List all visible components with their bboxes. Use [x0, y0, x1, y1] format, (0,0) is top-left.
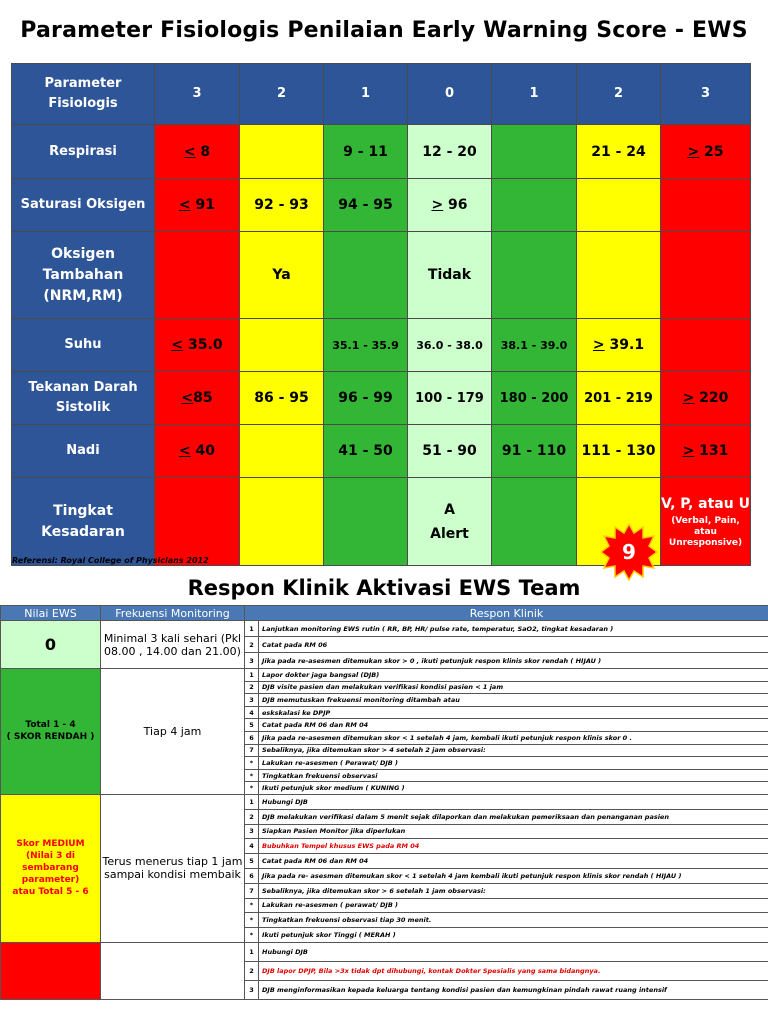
respon-item-text: eskskalasi ke DPJP	[259, 706, 768, 719]
respon-item-text: Tingkatkan frekuensi observasi tiap 30 menit.	[259, 913, 768, 928]
cell	[240, 425, 324, 478]
cell: > 96	[408, 179, 492, 232]
respon-item-text: Tingkatkan frekuensi observasi	[259, 769, 768, 782]
item-number: 6	[245, 868, 259, 883]
respon-item-text: DJB lapor DPJP, Bila >3x tidak dpt dihubungi, kontak Dokter Spesialis yang sama bidangnya.	[259, 961, 768, 980]
cell: 9 - 11	[324, 125, 408, 179]
respon-item-text: Hubungi DJB	[259, 942, 768, 961]
item-number: 4	[245, 706, 259, 719]
cell: 94 - 95	[324, 179, 408, 232]
item-number: 3	[245, 824, 259, 839]
cell: 38.1 - 39.0	[492, 319, 577, 372]
respon-item-text: Jika pada re-asesmen ditemukan skor < 1 setelah 4 jam, kembali ikuti petunjuk respon klinis skor 0 .	[259, 731, 768, 744]
item-number: 3	[245, 653, 259, 669]
header-score: 2	[240, 64, 324, 125]
cell	[577, 232, 661, 319]
item-number: 3	[245, 980, 259, 999]
score-badge	[600, 523, 658, 581]
cell: 201 - 219	[577, 372, 661, 425]
respon-item-text: DJB melakukan verifikasi dalam 5 menit sejak dilaporkan dan melakukan pemeriksaan dan penanganan pasien	[259, 809, 768, 824]
cell	[492, 232, 577, 319]
cell	[492, 478, 577, 566]
reference-note: Referensi: Royal College of Physicians 2012	[12, 556, 209, 565]
row-label: Oksigen Tambahan (NRM,RM)	[12, 232, 155, 319]
respon-item-text: Jika pada re- asesmen ditemukan skor < 1 setelah 4 jam kembali ikuti petunjuk respon klinis skor rendah ( HIJAU )	[259, 868, 768, 883]
frekuensi-cell	[101, 942, 245, 999]
cell: < 8	[155, 125, 240, 179]
cell: 41 - 50	[324, 425, 408, 478]
respon-item-text: Lakukan re-asesmen ( Perawat/ DJB )	[259, 757, 768, 770]
cell: 180 - 200	[492, 372, 577, 425]
nilai-ews-cell	[1, 942, 101, 999]
item-number: 2	[245, 681, 259, 694]
nilai-ews-cell: Total 1 - 4 ( SKOR RENDAH )	[1, 669, 101, 795]
header-param: Parameter Fisiologis	[12, 64, 155, 125]
respon-row	[1, 794, 768, 809]
cell	[492, 179, 577, 232]
cell: 92 - 93	[240, 179, 324, 232]
respon-item-text: Lakukan re-asesmen ( perawat/ DJB )	[259, 898, 768, 913]
header-score: 2	[577, 64, 661, 125]
row-oksigen	[12, 232, 751, 319]
respon-item-text: Sebaliknya, jika ditemukan skor > 6 setelah 1 jam observasi:	[259, 883, 768, 898]
item-number: *	[245, 913, 259, 928]
cell	[240, 319, 324, 372]
ews-header-row	[12, 64, 751, 125]
respon-item-text: Catat pada RM 06 dan RM 04	[259, 719, 768, 732]
respon-row	[1, 942, 768, 961]
frekuensi-cell: Tiap 4 jam	[101, 669, 245, 795]
respon-row	[1, 669, 768, 682]
cell	[577, 179, 661, 232]
cell	[661, 179, 751, 232]
item-number: 6	[245, 731, 259, 744]
item-number: 4	[245, 839, 259, 854]
row-suhu	[12, 319, 751, 372]
row-saturasi	[12, 179, 751, 232]
header-nilai: Nilai EWS	[1, 606, 101, 621]
cell: V, P, atau U (Verbal, Pain, atau Unresponsive)	[661, 478, 751, 566]
respon-item-text: Ikuti petunjuk skor Tinggi ( MERAH )	[259, 928, 768, 943]
cell: < 35.0	[155, 319, 240, 372]
nilai-ews-cell: 0	[1, 621, 101, 669]
cell: 35.1 - 35.9	[324, 319, 408, 372]
header-frekuensi: Frekuensi Monitoring	[101, 606, 245, 621]
item-number: 3	[245, 694, 259, 707]
page-title: Parameter Fisiologis Penilaian Early Warning Score - EWS	[20, 18, 748, 43]
cell: Tidak	[408, 232, 492, 319]
cell	[155, 478, 240, 566]
row-nadi	[12, 425, 751, 478]
item-number: 2	[245, 961, 259, 980]
respon-item-text: Bubuhkan Tempel khusus EWS pada RM 04	[259, 839, 768, 854]
respon-item-text: Jika pada re-asesmen ditemukan skor > 0 , ikuti petunjuk respon klinis skor rendah ( HIJAU )	[259, 653, 768, 669]
cell: 12 - 20	[408, 125, 492, 179]
row-label: Saturasi Oksigen	[12, 179, 155, 232]
row-label: Suhu	[12, 319, 155, 372]
row-label: Tingkat Kesadaran	[12, 478, 155, 566]
cell	[240, 125, 324, 179]
respon-item-text: Lapor dokter jaga bangsal (DJB)	[259, 669, 768, 682]
row-tekanan	[12, 372, 751, 425]
cell: <85	[155, 372, 240, 425]
nilai-ews-cell: Skor MEDIUM (Nilai 3 di sembarang parameter) atau Total 5 - 6	[1, 794, 101, 942]
cell	[324, 478, 408, 566]
item-number: 1	[245, 794, 259, 809]
header-score: 0	[408, 64, 492, 125]
cell: > 220	[661, 372, 751, 425]
cell	[661, 319, 751, 372]
cell	[240, 478, 324, 566]
item-number: *	[245, 928, 259, 943]
header-score: 3	[661, 64, 751, 125]
row-label: Nadi	[12, 425, 155, 478]
header-score: 1	[492, 64, 577, 125]
cell: 86 - 95	[240, 372, 324, 425]
cell: > 131	[661, 425, 751, 478]
respon-item-text: Ikuti petunjuk skor medium ( KUNING )	[259, 782, 768, 795]
item-number: 2	[245, 637, 259, 653]
cell	[492, 125, 577, 179]
badge-value: 9	[622, 540, 636, 564]
cell: < 40	[155, 425, 240, 478]
cell	[324, 232, 408, 319]
item-number: *	[245, 898, 259, 913]
cell: 111 - 130	[577, 425, 661, 478]
cell: > 39.1	[577, 319, 661, 372]
respon-item-text: Catat pada RM 06	[259, 637, 768, 653]
respon-item-text: DJB menginformasikan kepada keluarga tentang kondisi pasien dan kemungkinan pindah rawat ruang intensif	[259, 980, 768, 999]
cell: 100 - 179	[408, 372, 492, 425]
item-number: 5	[245, 719, 259, 732]
cell	[155, 232, 240, 319]
respon-header-row	[1, 606, 768, 621]
frekuensi-cell: Minimal 3 kali sehari (Pkl 08.00 , 14.00 dan 21.00)	[101, 621, 245, 669]
header-respon: Respon Klinik	[245, 606, 768, 621]
respon-item-text: Lanjutkan monitoring EWS rutin ( RR, BP, HR/ pulse rate, temperatur, SaO2, tingkat kesadaran )	[259, 621, 768, 637]
header-score: 1	[324, 64, 408, 125]
row-label: Respirasi	[12, 125, 155, 179]
item-number: 7	[245, 883, 259, 898]
row-label: Tekanan Darah Sistolik	[12, 372, 155, 425]
cell	[661, 232, 751, 319]
item-number: 7	[245, 744, 259, 757]
cell: 91 - 110	[492, 425, 577, 478]
item-number: 1	[245, 621, 259, 637]
respon-item-text: Catat pada RM 06 dan RM 04	[259, 854, 768, 869]
respon-item-text: DJB memutuskan frekuensi monitoring ditambah atau	[259, 694, 768, 707]
respon-item-text: Siapkan Pasien Monitor jika diperlukan	[259, 824, 768, 839]
section-title: Respon Klinik Aktivasi EWS Team	[187, 576, 581, 600]
cell: A Alert	[408, 478, 492, 566]
item-number: *	[245, 757, 259, 770]
row-respirasi	[12, 125, 751, 179]
header-score: 3	[155, 64, 240, 125]
respon-item-text: Sebaliknya, jika ditemukan skor > 4 setelah 2 jam observasi:	[259, 744, 768, 757]
cell: 36.0 - 38.0	[408, 319, 492, 372]
item-number: 1	[245, 669, 259, 682]
item-number: *	[245, 769, 259, 782]
respon-item-text: Hubungi DJB	[259, 794, 768, 809]
cell: > 25	[661, 125, 751, 179]
frekuensi-cell: Terus menerus tiap 1 jam sampai kondisi membaik	[101, 794, 245, 942]
respon-item-text: DJB visite pasien dan melakukan verifikasi kondisi pasien < 1 jam	[259, 681, 768, 694]
cell: 21 - 24	[577, 125, 661, 179]
item-number: *	[245, 782, 259, 795]
cell: 96 - 99	[324, 372, 408, 425]
item-number: 1	[245, 942, 259, 961]
cell: Ya	[240, 232, 324, 319]
cell: 51 - 90	[408, 425, 492, 478]
respon-row	[1, 621, 768, 637]
item-number: 2	[245, 809, 259, 824]
ews-parameter-table	[11, 63, 751, 566]
cell: < 91	[155, 179, 240, 232]
item-number: 5	[245, 854, 259, 869]
respon-klinik-table	[0, 605, 768, 1000]
